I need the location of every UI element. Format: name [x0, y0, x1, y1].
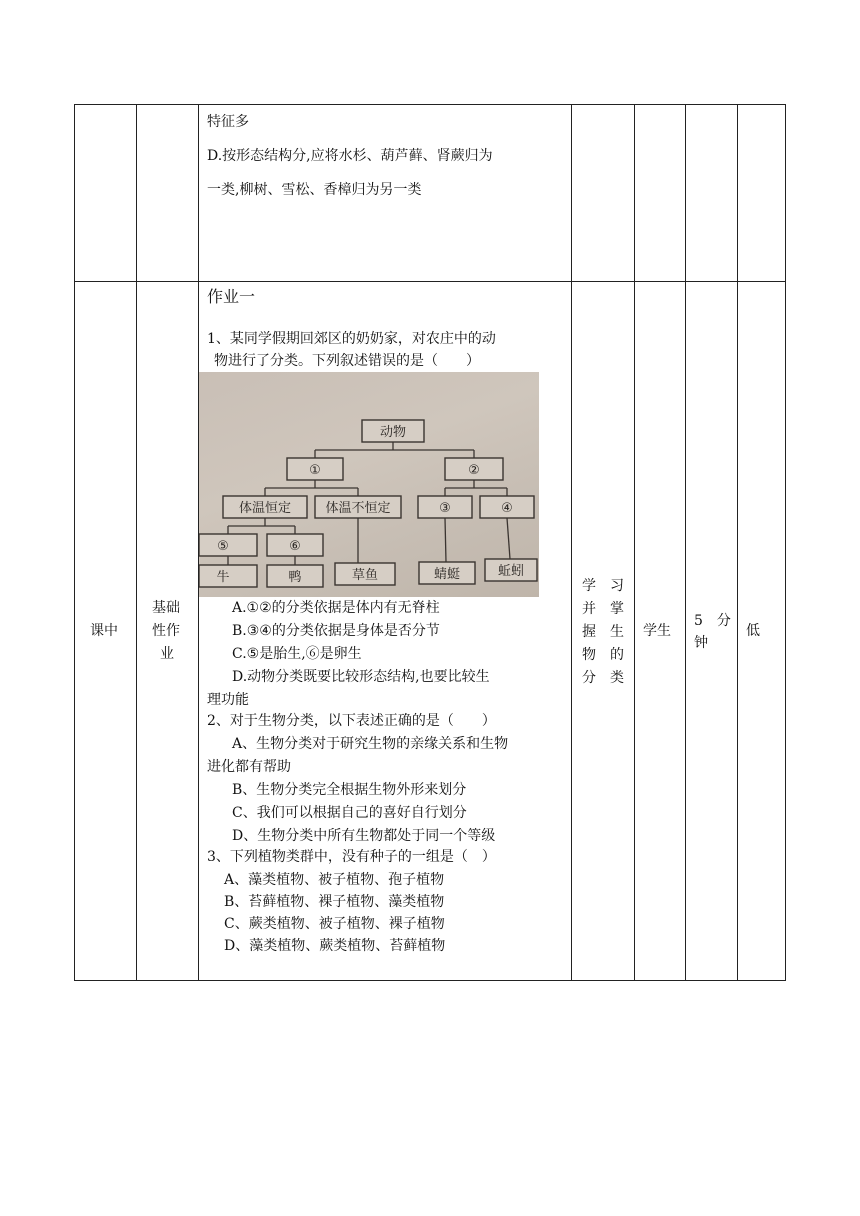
q1-option: C.⑤是胎生,⑥是卵生 [232, 646, 362, 662]
table-row-divider [74, 281, 786, 282]
classification-tree [199, 372, 539, 597]
q1-option: B.③④的分类依据是身体是否分节 [232, 623, 440, 639]
time-cell-line: 钟 [694, 635, 708, 651]
label-n2: ② [468, 463, 480, 478]
table-col-divider [136, 104, 137, 981]
q2-option: A、生物分类对于研究生物的亲缘关系和生物 [232, 736, 509, 752]
label-root: 动物 [379, 425, 407, 440]
phase-cell: 课中 [90, 623, 118, 639]
label-warm: 体温恒定 [238, 501, 292, 516]
q2-option: D、生物分类中所有生物都处于同一个等级 [232, 828, 496, 844]
goal-line: 并 掌 [582, 601, 624, 617]
q3-option: B、苔藓植物、裸子植物、藻类植物 [224, 894, 445, 910]
label-n6: ⑥ [289, 539, 301, 554]
table-col-divider [571, 104, 572, 981]
table-border-bottom [74, 980, 786, 981]
top-row-line: 特征多 [207, 114, 249, 130]
table-border-right [785, 104, 786, 981]
q3-option: C、蕨类植物、被子植物、裸子植物 [224, 916, 445, 932]
difficulty-cell: 低 [746, 623, 760, 639]
label-earthworm: 蚯蚓 [497, 564, 525, 579]
table-col-divider [737, 104, 738, 981]
time-cell-line: 5 分 [694, 613, 731, 629]
goal-line: 学 习 [582, 578, 624, 594]
q2-option: B、生物分类完全根据生物外形来划分 [232, 782, 467, 798]
homework-title: 作业一 [207, 287, 256, 306]
label-n4: ④ [501, 501, 513, 516]
goal-line: 握 生 [582, 624, 624, 640]
q2-option: 进化都有帮助 [207, 759, 291, 775]
q1-stem: 1、某同学假期回郊区的奶奶家，对农庄中的动 [207, 331, 496, 347]
q1-option: A.①②的分类依据是体内有无脊柱 [232, 600, 440, 616]
q2-stem: 2、对于生物分类，以下表述正确的是（ ） [207, 713, 496, 729]
table-col-divider [685, 104, 686, 981]
q1-stem: 物进行了分类。下列叙述错误的是（ ） [214, 353, 480, 369]
q3-stem: 3、下列植物类群中，没有种子的一组是（ ） [207, 849, 496, 865]
label-fish: 草鱼 [351, 568, 379, 583]
label-cold: 体温不恒定 [325, 501, 391, 516]
subject-cell: 学生 [643, 623, 671, 639]
table-border-top [74, 104, 786, 105]
top-row-line: 一类,柳树、雪松、香樟归为另一类 [207, 182, 422, 198]
q1-option: D.动物分类既要比较形态结构,也要比较生 [232, 669, 490, 685]
label-n5: ⑤ [217, 539, 229, 554]
classification-diagram-photo [199, 372, 539, 597]
goal-line: 分 类 [582, 670, 624, 686]
q3-option: D、藻类植物、蕨类植物、苔藓植物 [224, 938, 446, 954]
label-cow: 牛 [216, 570, 230, 585]
q3-option: A、藻类植物、被子植物、孢子植物 [224, 872, 445, 888]
table-border-left [74, 104, 75, 981]
type-cell-line: 业 [160, 646, 174, 662]
label-n3: ③ [439, 501, 451, 516]
label-dragonfly: 蜻蜓 [433, 567, 461, 582]
q2-option: C、我们可以根据自己的喜好自行划分 [232, 805, 467, 821]
table-col-divider [634, 104, 635, 981]
label-duck: 鸭 [288, 570, 302, 585]
type-cell-line: 性作 [152, 623, 180, 639]
q1-option: 理功能 [207, 692, 249, 708]
goal-line: 物 的 [582, 647, 624, 663]
top-row-line: D.按形态结构分,应将水杉、葫芦藓、肾蕨归为 [207, 148, 493, 164]
type-cell-line: 基础 [152, 600, 180, 616]
label-n1: ① [309, 463, 321, 478]
